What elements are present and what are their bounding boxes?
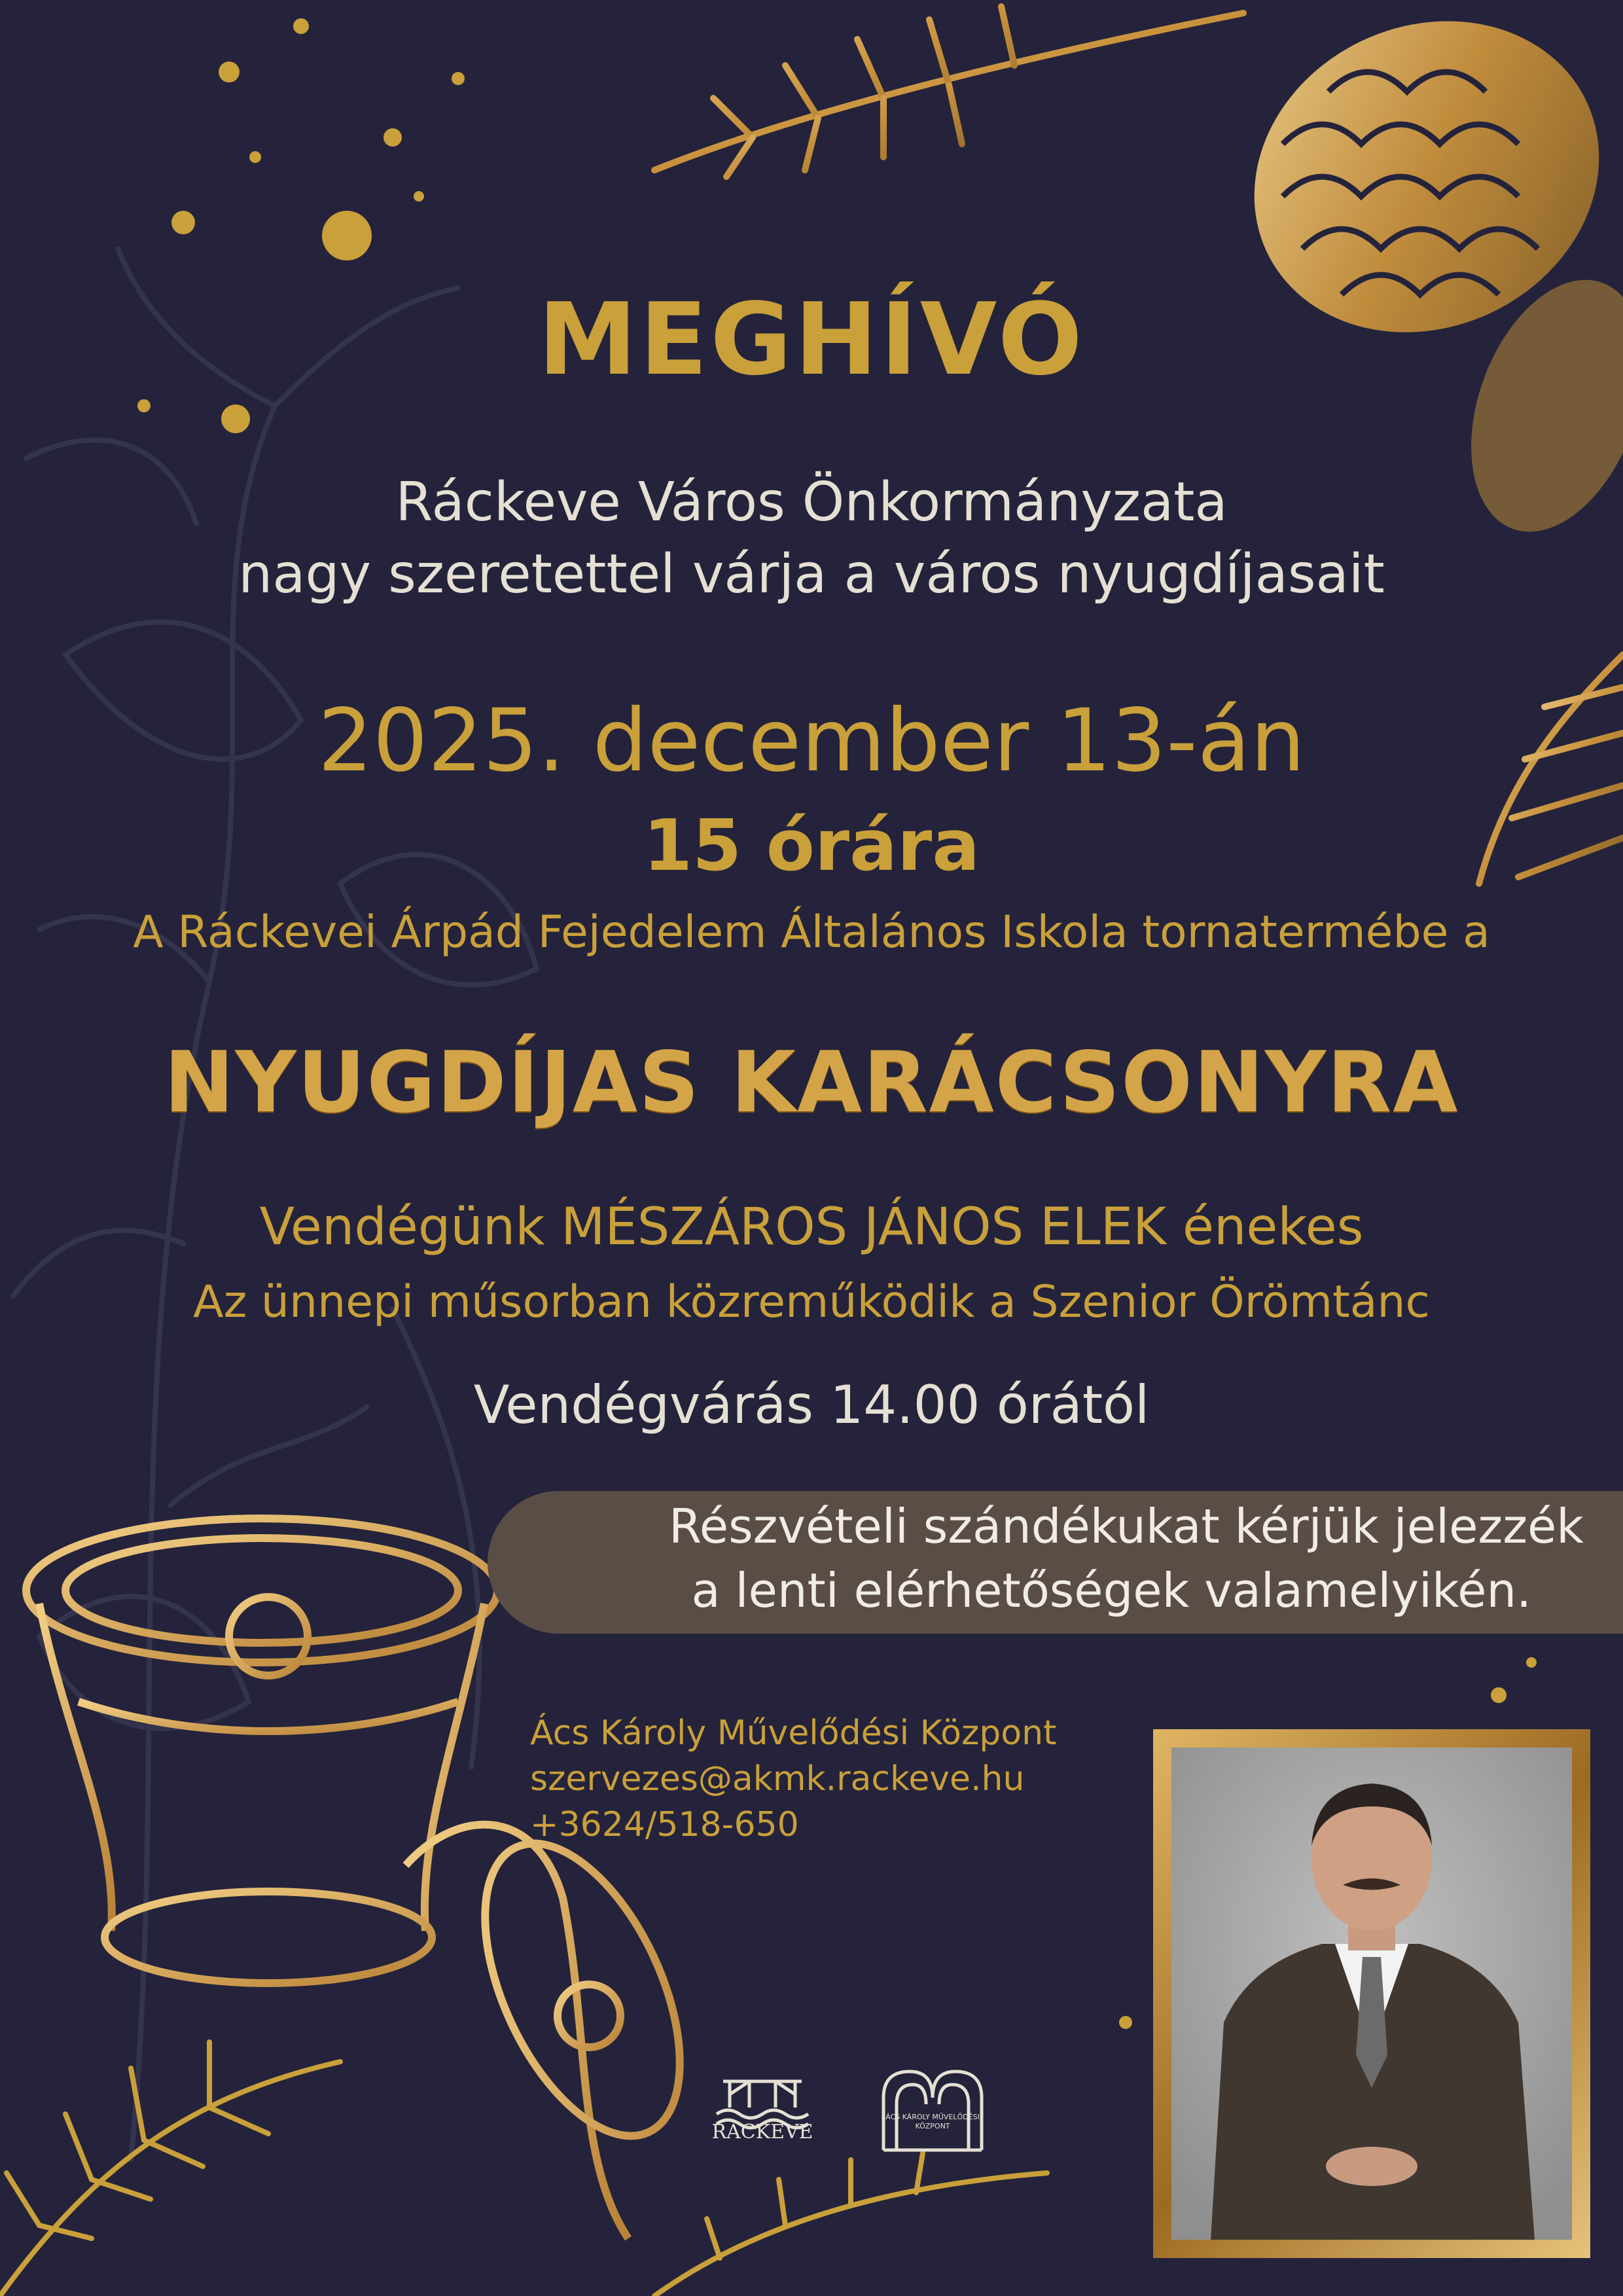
contact-email[interactable]: szervezes@akmk.rackeve.hu <box>530 1759 1025 1799</box>
akmk-logo-text: ÁCS KÁROLY MŰVELŐDÉSI KÖZPONT <box>885 2113 980 2130</box>
guest-portrait <box>1171 1748 1572 2240</box>
contact-organization: Ács Károly Művelődési Központ <box>530 1713 1057 1753</box>
event-time: 15 órára <box>643 805 980 887</box>
event-date: 2025. december 13-án <box>317 691 1306 791</box>
contact-phone[interactable]: +3624/518-650 <box>530 1805 799 1844</box>
program-line: Az ünnepi műsorban közreműködik a Szenior Örömtánc <box>193 1276 1430 1328</box>
page-title: MEGHÍVÓ <box>538 281 1085 397</box>
organizer-line: Ráckeve Város Önkormányzata <box>395 471 1228 533</box>
guest-line: Vendégünk MÉSZÁROS JÁNOS ELEK énekes <box>259 1198 1364 1257</box>
rackeve-logo-text: RÁCKEVE <box>711 2121 813 2144</box>
reception-line: Vendégvárás 14.00 órától <box>473 1374 1150 1435</box>
intro-line: nagy szeretettel várja a város nyugdíjasait <box>238 543 1385 605</box>
event-venue: A Ráckevei Árpád Fejedelem Általános Iskola tornatermébe a <box>133 906 1490 958</box>
event-name: NYUGDÍJAS KARÁCSONYRA <box>164 1034 1459 1132</box>
rsvp-line-2: a lenti elérhetőségek valamelyikén. <box>691 1563 1531 1618</box>
akmk-logo-icon <box>877 2065 988 2153</box>
rsvp-line-1: Részvételi szándékukat kérjük jelezzék <box>669 1499 1584 1554</box>
guest-photo-frame <box>1153 1729 1590 2258</box>
rsvp-band <box>488 1491 1623 1634</box>
